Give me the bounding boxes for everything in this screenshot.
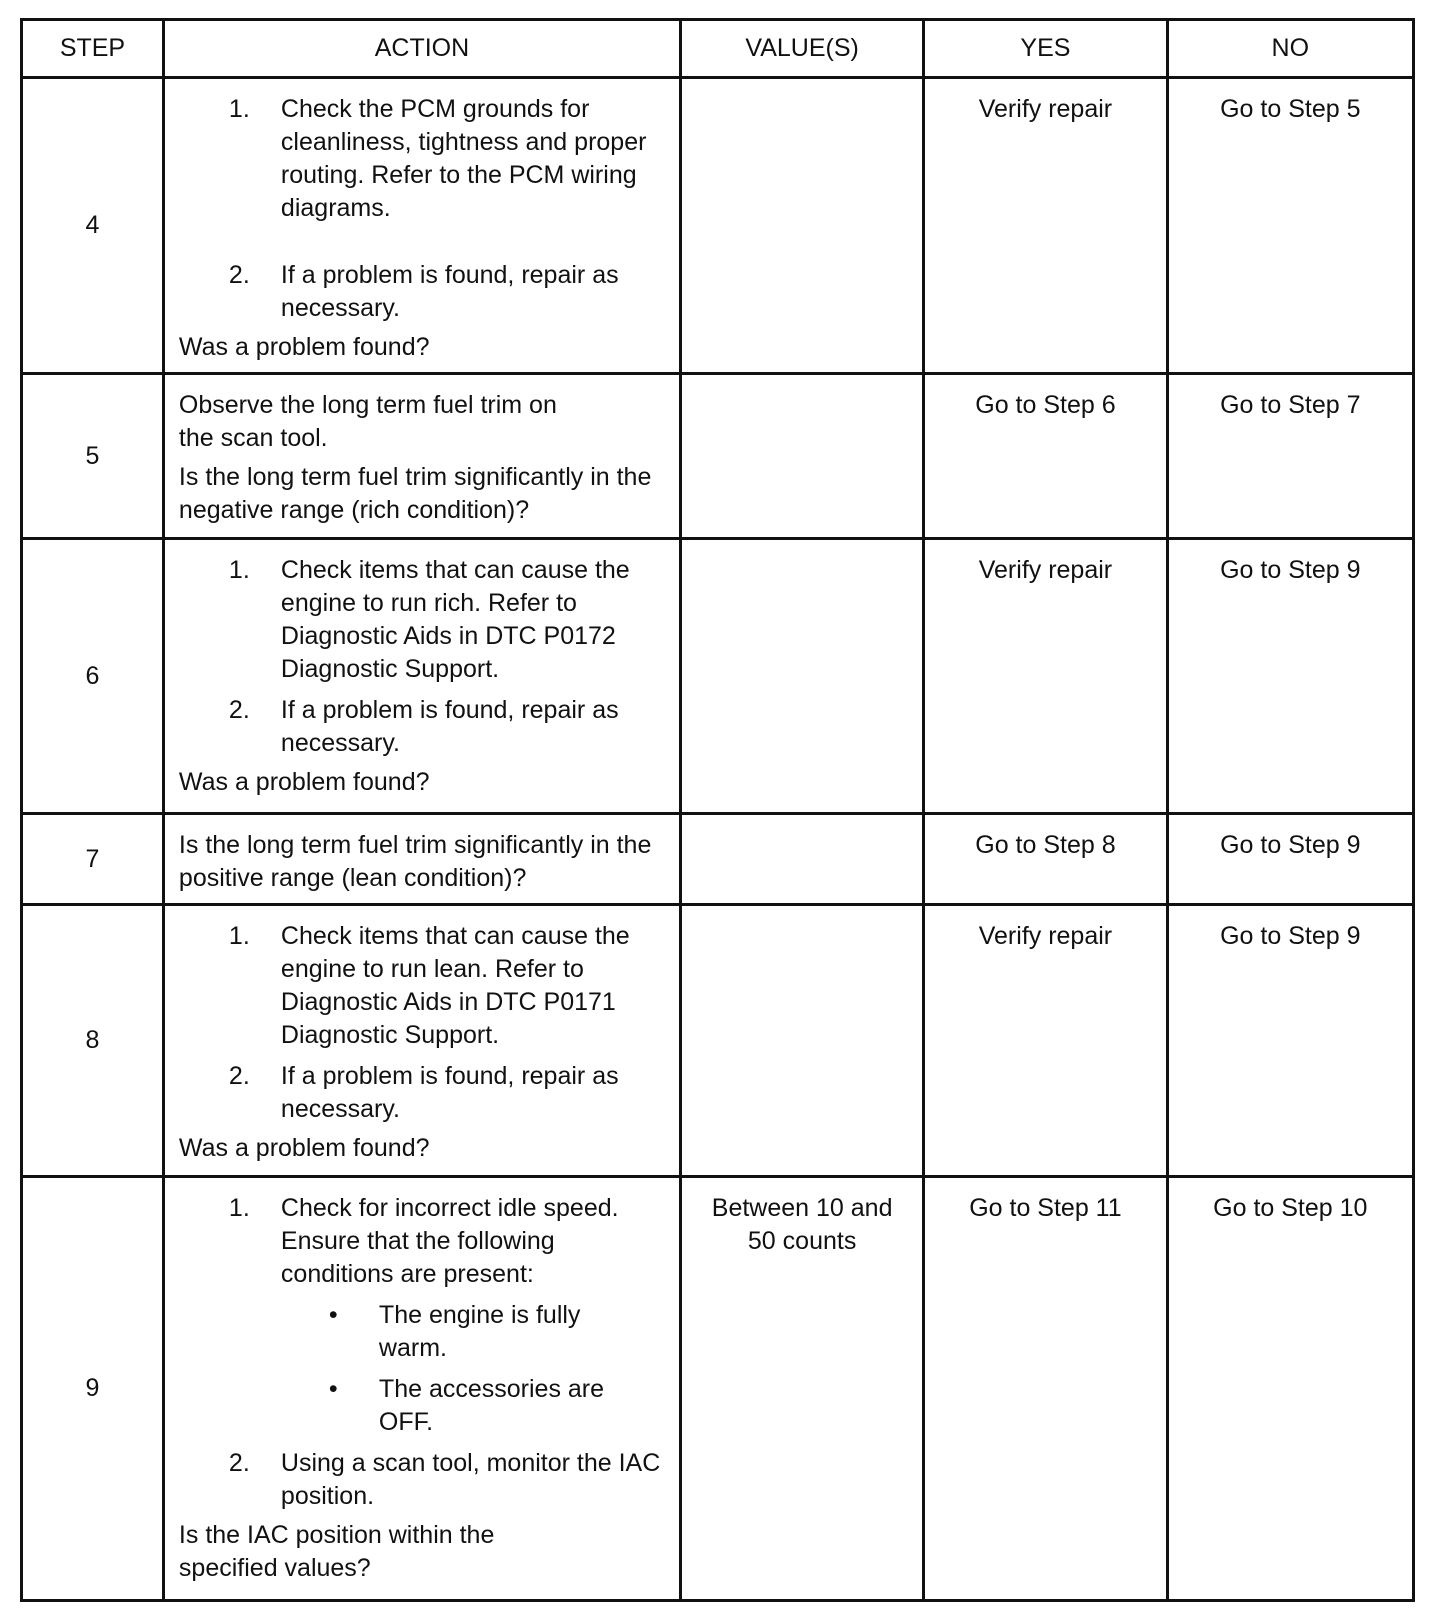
header-step: STEP — [22, 20, 164, 78]
value-cell — [680, 78, 923, 374]
action-item — [229, 259, 667, 325]
item-number: 2. — [228, 1062, 250, 1090]
action-text: Observe the long term fuel trim on the scan tool. — [178, 391, 557, 452]
action-item — [229, 1192, 667, 1291]
action-cell — [163, 814, 680, 905]
action-cell — [163, 905, 680, 1177]
yes-cell: Verify repair — [924, 539, 1167, 814]
yes-cell: Go to Step 11 — [924, 1177, 1167, 1601]
bullet-icon: • — [328, 1301, 338, 1329]
action-cell — [163, 1177, 680, 1601]
table-row-step-8 — [22, 905, 1414, 1177]
bullet-item — [329, 1299, 667, 1365]
action-question: Was a problem found? — [178, 333, 430, 361]
action-item — [229, 920, 667, 1052]
bullet-text: The engine is fully warm. — [378, 1301, 581, 1362]
header-action: ACTION — [163, 20, 680, 78]
action-question: Is the long term fuel trim significantly in the positive range (lean condition)? — [178, 831, 652, 892]
action-question: Is the long term fuel trim significantly in the negative range (rich condition)? — [178, 463, 652, 524]
value-cell: Between 10 and 50 counts — [680, 1177, 923, 1601]
action-item — [229, 554, 667, 686]
bullet-icon: • — [328, 1375, 338, 1403]
action-cell — [163, 78, 680, 374]
value-cell — [680, 905, 923, 1177]
action-item — [229, 694, 667, 760]
item-text: If a problem is found, repair as necessary. — [280, 1062, 619, 1123]
value-cell — [680, 374, 923, 539]
item-number: 2. — [228, 1449, 250, 1477]
no-cell: Go to Step 9 — [1167, 539, 1413, 814]
item-number: 2. — [228, 696, 250, 724]
yes-cell: Go to Step 6 — [924, 374, 1167, 539]
step-number: 4 — [22, 78, 164, 374]
action-cell — [163, 539, 680, 814]
no-cell: Go to Step 5 — [1167, 78, 1413, 374]
table-row-step-9 — [22, 1177, 1414, 1601]
action-question: Was a problem found? — [178, 1134, 430, 1162]
action-question: Is the IAC position within the specified values? — [178, 1521, 495, 1582]
item-text: Using a scan tool, monitor the IAC position. — [280, 1449, 661, 1510]
item-number: 2. — [228, 261, 250, 289]
action-question: Was a problem found? — [178, 768, 430, 796]
table-row-step-5 — [22, 374, 1414, 539]
no-cell: Go to Step 9 — [1167, 905, 1413, 1177]
value-cell — [680, 814, 923, 905]
no-cell: Go to Step 10 — [1167, 1177, 1413, 1601]
step-number: 8 — [22, 905, 164, 1177]
item-text: Check items that can cause the engine to run lean. Refer to Diagnostic Aids in DTC P0171 Diagnostic Support. — [280, 922, 630, 1049]
yes-cell: Verify repair — [924, 78, 1167, 374]
header-no: NO — [1167, 20, 1413, 78]
header-row — [22, 20, 1414, 78]
step-number: 6 — [22, 539, 164, 814]
header-values: VALUE(S) — [680, 20, 923, 78]
no-cell: Go to Step 9 — [1167, 814, 1413, 905]
no-cell: Go to Step 7 — [1167, 374, 1413, 539]
table-row-step-7 — [22, 814, 1414, 905]
bullet-text: The accessories are OFF. — [378, 1375, 605, 1436]
item-text: If a problem is found, repair as necessary. — [280, 696, 619, 757]
item-number: 1. — [228, 556, 250, 584]
diagnostic-table — [20, 18, 1415, 1602]
item-text: Check for incorrect idle speed. Ensure that the following conditions are present: — [280, 1194, 619, 1288]
step-number: 5 — [22, 374, 164, 539]
item-number: 1. — [228, 95, 250, 123]
action-item — [229, 93, 667, 225]
table-row-step-4 — [22, 78, 1414, 374]
yes-cell: Go to Step 8 — [924, 814, 1167, 905]
action-item — [229, 1447, 667, 1513]
yes-cell: Verify repair — [924, 905, 1167, 1177]
bullet-item — [329, 1373, 667, 1439]
item-text: Check the PCM grounds for cleanliness, tightness and proper routing. Refer to the PCM wiring diagrams. — [280, 95, 647, 222]
item-text: If a problem is found, repair as necessary. — [280, 261, 619, 322]
header-yes: YES — [924, 20, 1167, 78]
value-cell — [680, 539, 923, 814]
table-row-step-6 — [22, 539, 1414, 814]
item-number: 1. — [228, 1194, 250, 1222]
item-text: Check items that can cause the engine to run rich. Refer to Diagnostic Aids in DTC P0172 Diagnostic Support. — [280, 556, 630, 683]
item-number: 1. — [228, 922, 250, 950]
action-cell — [163, 374, 680, 539]
action-item — [229, 1060, 667, 1126]
step-number: 9 — [22, 1177, 164, 1601]
step-number: 7 — [22, 814, 164, 905]
